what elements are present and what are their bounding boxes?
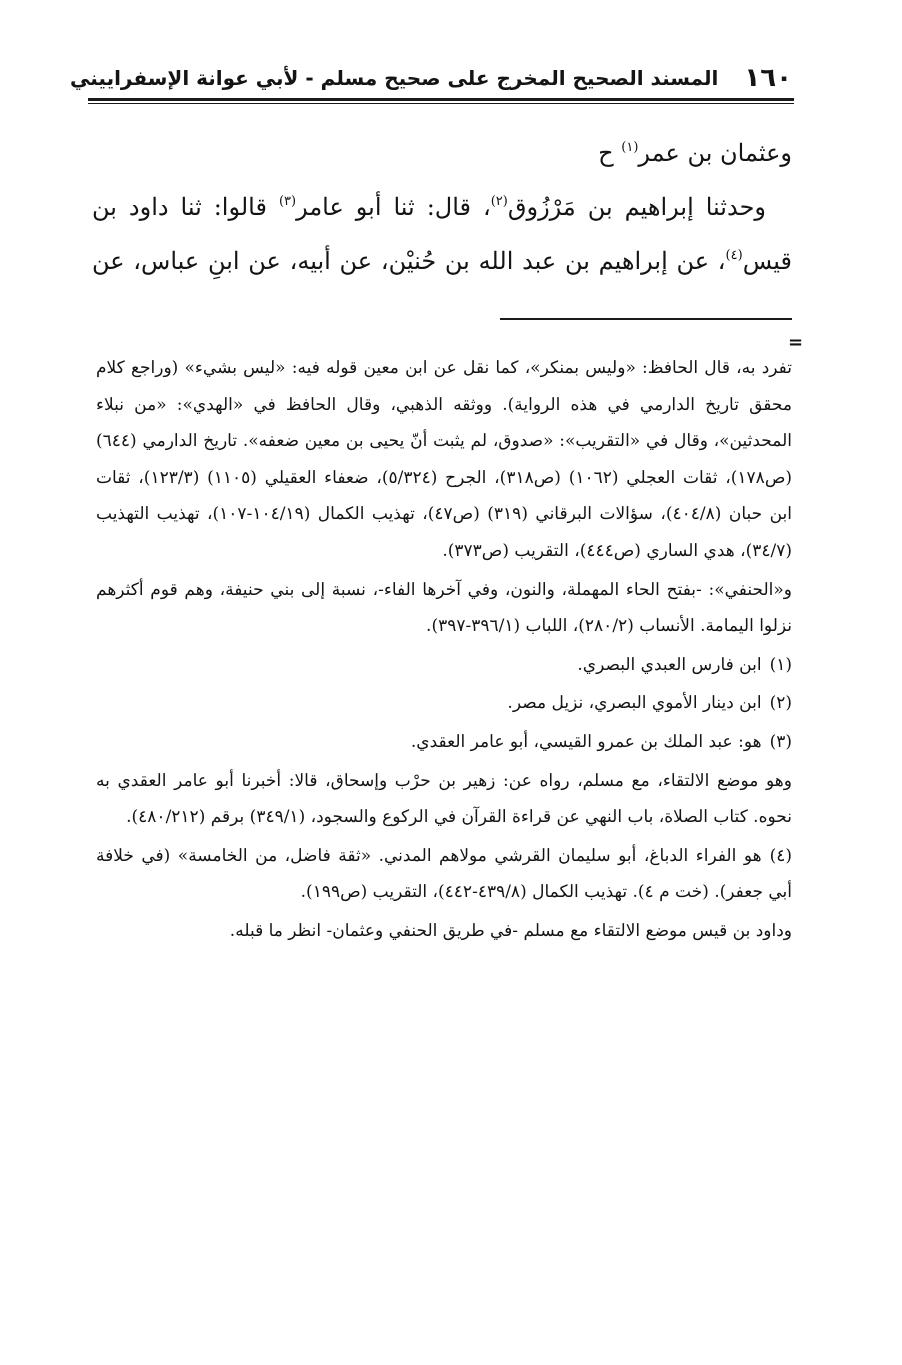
main-text: [92, 120, 792, 288]
main-text-run: وحدثنا إبراهيم بن مَرْزُوق: [507, 193, 766, 221]
footnote-text: هو: عبد الملك بن عمرو القيسي، أبو عامر العقدي.: [410, 731, 762, 752]
footnote-3: [96, 724, 792, 761]
footnote-text: ابن دينار الأموي البصري، نزيل مصر.: [507, 693, 762, 714]
footnote-4: [96, 838, 792, 911]
footnote-ref-4: (٤): [725, 248, 743, 263]
footnote-number: (٤): [769, 845, 792, 866]
running-title: المسند الصحيح المخرج على صحيح مسلم - لأبي عوانة الإسفراييني: [70, 66, 719, 90]
footnote-4-detail: وداود بن قيس موضع الالتقاء مع مسلم -في طريق الحنفي وعثمان- انظر ما قبله.: [229, 920, 792, 941]
footnote-text: هو الفراء الدباغ، أبو سليمان القرشي مولاهم المدني. «ثقة فاضل، من الخامسة» (في خلافة أبي جعفر). (خت م ٤). تهذيب الكمال (٤٣٩/٨-٤٤٢)، التقريب (ص١٩٩).: [96, 845, 792, 903]
footnote-ref-3: (٣): [278, 194, 297, 209]
main-text-run: قالوا: ثنا داود بن قيس: [92, 193, 792, 275]
footnote-continuation: تفرد به، قال الحافظ: «وليس بمنكر»، كما نقل عن ابن معين قوله فيه: «ليس بشيء» (وراجع كلام محقق تاريخ الدارمي في هذه الرواية). ووثقه الذهبي، وقال الحافظ في «الهدي»: «من نبلاء المحدثين»، وقال في «التقريب»: «صدوق، لم يثبت أنّ يحيى بن معين ضعفه». تاريخ الدارمي (٦٤٤) (ص١٧٨)، ثقات العجلي (١٠٦٢) (ص٣١٨)، الجرح (٥/٣٢٤)، ضعفاء العقيلي (١١٠٥) (١٢٣/٣)، ثقات ابن حبان (٤٠٤/٨)، سؤالات البرقاني (٣١٩) (ص٤٧)، تهذيب الكمال (١٠٤/١٩-١٠٧)، تهذيب التهذيب (٣٤/٧)، هدي الساري (ص٤٤٤)، التقريب (ص٣٧٣).: [96, 358, 792, 561]
footnote-3-detail: وهو موضع الالتقاء، مع مسلم، رواه عن: زهير بن حرْب وإسحاق، قالا: أخبرنا أبو عامر العقدي به نحوه. كتاب الصلاة، باب النهي عن قراءة القرآن في الركوع والسجود، (٣٤٩/١) برقم (٤٨٠/٢١٢).: [96, 770, 792, 828]
footnotes: [96, 350, 792, 950]
footnote-number: (٣): [769, 731, 792, 752]
footnote-continuation-nisba: و«الحنفي»: -بفتح الحاء المهملة، والنون، وفي آخرها الفاء-، نسبة إلى بني حنيفة، وهم قوم أكثرهم نزلوا اليمامة. الأنساب (٢٨٠/٢)، اللباب (٣٩٦/١-٣٩٧).: [96, 579, 792, 637]
footnote-number: (١): [769, 654, 792, 675]
header-rule-thick: [88, 98, 794, 101]
footnote-text: ابن فارس العبدي البصري.: [577, 654, 762, 675]
continuation-mark: =: [788, 332, 804, 353]
main-text-run: وعثمان بن عمر: [638, 139, 792, 167]
footnote-1: [96, 647, 792, 684]
page-number: ١٦٠: [744, 63, 792, 93]
main-text-run: ح: [598, 139, 622, 167]
footnote-2: [96, 685, 792, 722]
main-text-run: ، قال: ثنا أبو عامر: [296, 193, 491, 221]
footnote-divider: [500, 318, 792, 320]
header-rule-thin: [88, 103, 794, 104]
running-head: [70, 60, 792, 96]
footnote-ref-2: (٢): [490, 194, 508, 209]
footnote-ref-1: (١): [621, 140, 639, 155]
main-text-run: ، عن إبراهيم بن عبد الله بن حُنيْن، عن أبيه، عن ابنِ عباس، عن: [92, 247, 726, 275]
main-paragraph-1: [92, 126, 792, 180]
footnote-number: (٢): [769, 693, 792, 714]
main-paragraph-2: [92, 180, 792, 288]
